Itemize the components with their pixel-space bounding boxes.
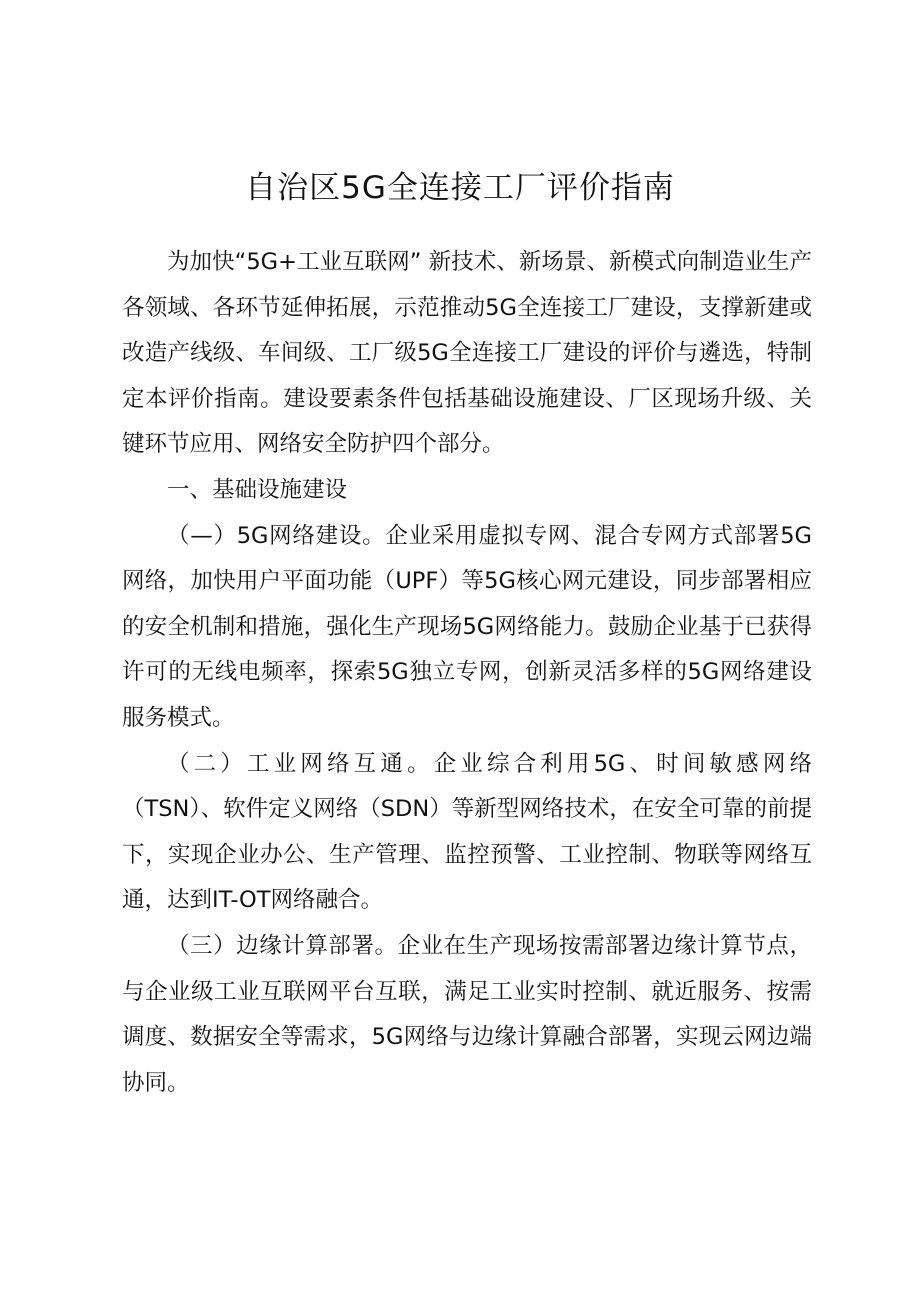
- document-body: [122, 240, 812, 1106]
- paragraph-5g-network: （—）5G网络建设。企业采用虚拟专网、混合专网方式部署5G网络，加快用户平面功能（UPF）等5G核心网元建设，同步部署相应的安全机制和措施，强化生产现场5G网络能力。鼓励企业基于已获得许可的无线电频率，探索5G独立专网，创新灵活多样的5G网络建设服务模式。: [122, 522, 812, 731]
- document-title: 自治区5G全连接工厂评价指南: [245, 170, 675, 206]
- intro-paragraph: 为加快“5G+工业互联网” 新技术、新场景、新模式向制造业生产各领域、各环节延伸拓展，示范推动5G全连接工厂建设，支撑新建或改造产线级、车间级、工厂级5G全连接工厂建设的评价与遴选，特制定本评价指南。建设要素条件包括基础设施建设、厂区现场升级、关键环节应用、网络安全防护四个部分。: [122, 249, 812, 458]
- paragraph-industrial-network: （二）工业网络互通。企业综合利用5G、时间敏感网络（TSN）、软件定义网络（SDN）等新型网络技术，在安全可靠的前提下，实现企业办公、生产管理、监控预警、工业控制、物联等网络互通，达到IT-OT网络融合。: [122, 750, 812, 914]
- section-heading-infrastructure: 一、基础设施建设: [167, 476, 348, 503]
- paragraph-edge-computing: （三）边缘计算部署。企业在生产现场按需部署边缘计算节点，与企业级工业互联网平台互联，满足工业实时控制、就近服务、按需调度、数据安全等需求，5G网络与边缘计算融合部署，实现云网边端协同。: [122, 932, 812, 1096]
